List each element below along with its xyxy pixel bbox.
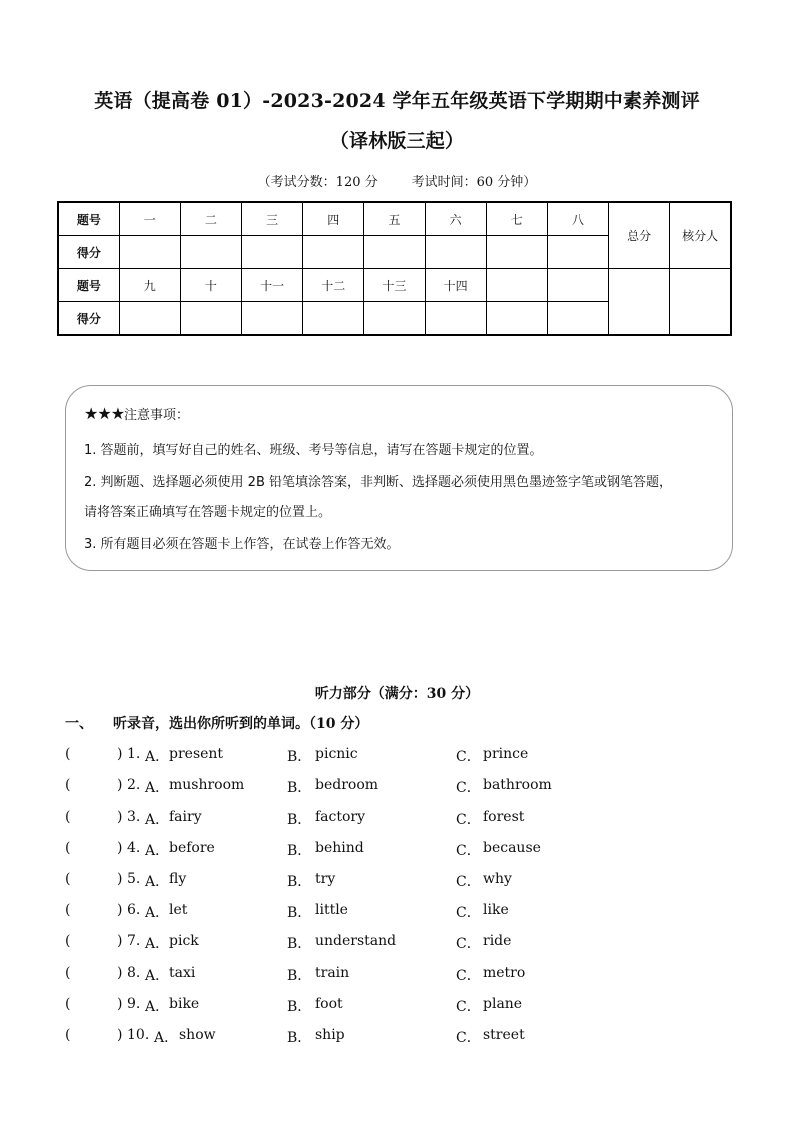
option-b: ship <box>315 1027 345 1043</box>
option-label-b: B． <box>287 905 312 921</box>
option-label-a: A． <box>145 905 170 921</box>
score-input-cell[interactable] <box>486 302 547 336</box>
answer-paren-left[interactable]: ( <box>65 996 71 1012</box>
option-b: picnic <box>315 746 358 762</box>
question-number: 1. <box>127 746 141 762</box>
score-input-cell[interactable] <box>242 302 303 336</box>
answer-paren-left[interactable]: ( <box>65 902 71 918</box>
option-c: metro <box>483 965 526 981</box>
option-label-a: A． <box>145 812 170 828</box>
option-c: forest <box>483 809 525 825</box>
option-a: fly <box>169 871 187 887</box>
question-heading: 一、 听录音，选出你所听到的单词。（10 分） <box>65 716 369 732</box>
option-b: understand <box>315 933 397 949</box>
option-c: street <box>483 1027 525 1043</box>
question-number: 3. <box>127 809 141 825</box>
table-checker-header: 核分人 <box>670 202 731 269</box>
table-cell: 六 <box>425 202 486 236</box>
table-cell <box>547 269 608 302</box>
table-cell <box>486 269 547 302</box>
answer-paren-right: ) <box>117 840 123 856</box>
table-label-score: 得分 <box>58 302 119 336</box>
question-number: 10. <box>127 1027 150 1043</box>
question-row <box>65 777 745 797</box>
question-row <box>65 965 745 985</box>
answer-paren-left[interactable]: ( <box>65 809 71 825</box>
table-total-header: 总分 <box>609 202 670 269</box>
exam-info <box>0 171 794 190</box>
question-number: 6. <box>127 902 141 918</box>
answer-paren-right: ) <box>117 996 123 1012</box>
notice-item-2: 2. 判断题、选择题必须使用 2B 铅笔填涂答案，非判断、选择题必须使用黑色墨迹签字笔或钢笔答题， <box>84 475 672 490</box>
option-b: foot <box>315 996 343 1012</box>
score-input-cell[interactable] <box>364 236 425 269</box>
option-c: like <box>483 902 509 918</box>
answer-paren-left[interactable]: ( <box>65 933 71 949</box>
notice-heading: ★★★注意事项： <box>84 404 190 423</box>
score-input-cell[interactable] <box>119 236 180 269</box>
option-label-b: B． <box>287 874 312 890</box>
question-number: 7. <box>127 933 141 949</box>
document-title: 英语（提高卷 01）-2023-2024 学年五年级英语下学期期中素养测评 <box>94 90 700 112</box>
option-b: factory <box>315 809 366 825</box>
option-b: little <box>315 902 348 918</box>
table-cell: 十一 <box>242 269 303 302</box>
answer-paren-left[interactable]: ( <box>65 965 71 981</box>
score-input-cell[interactable] <box>242 236 303 269</box>
question-row <box>65 1027 745 1047</box>
option-label-c: C． <box>456 843 481 859</box>
question-row <box>65 840 745 860</box>
option-b: behind <box>315 840 364 856</box>
option-label-b: B． <box>287 968 312 984</box>
question-number: 8. <box>127 965 141 981</box>
question-row <box>65 746 745 766</box>
table-cell: 四 <box>303 202 364 236</box>
answer-paren-right: ) <box>117 965 123 981</box>
checker-cell[interactable] <box>670 269 731 336</box>
option-label-a: A． <box>145 780 170 796</box>
option-c: why <box>483 871 512 887</box>
option-b: bedroom <box>315 777 379 793</box>
answer-paren-right: ) <box>117 933 123 949</box>
option-c: plane <box>483 996 523 1012</box>
table-cell: 七 <box>486 202 547 236</box>
option-label-c: C． <box>456 1030 481 1046</box>
option-label-b: B． <box>287 843 312 859</box>
table-cell: 三 <box>242 202 303 236</box>
document-subtitle: （译林版三起） <box>329 130 465 152</box>
score-table <box>57 201 732 336</box>
table-cell: 十四 <box>425 269 486 302</box>
option-label-c: C． <box>456 968 481 984</box>
question-row <box>65 871 745 891</box>
table-cell: 九 <box>119 269 180 302</box>
score-input-cell[interactable] <box>547 236 608 269</box>
option-label-b: B． <box>287 1030 312 1046</box>
table-cell: 二 <box>180 202 241 236</box>
option-label-a: A． <box>145 843 170 859</box>
option-b: try <box>315 871 336 887</box>
score-input-cell[interactable] <box>486 236 547 269</box>
score-input-cell[interactable] <box>180 236 241 269</box>
option-label-c: C． <box>456 999 481 1015</box>
option-b: train <box>315 965 350 981</box>
score-input-cell[interactable] <box>119 302 180 336</box>
option-label-b: B． <box>287 780 312 796</box>
table-label-question: 题号 <box>58 202 119 236</box>
table-cell: 十三 <box>364 269 425 302</box>
question-number: 9. <box>127 996 141 1012</box>
option-label-c: C． <box>456 812 481 828</box>
table-cell: 十二 <box>303 269 364 302</box>
option-a: taxi <box>169 965 196 981</box>
question-row <box>65 933 745 953</box>
table-cell: 八 <box>547 202 608 236</box>
answer-paren-right: ) <box>117 1027 123 1043</box>
answer-paren-right: ) <box>117 902 123 918</box>
score-input-cell[interactable] <box>364 302 425 336</box>
question-number: 5. <box>127 871 141 887</box>
question-row <box>65 996 745 1016</box>
option-label-c: C． <box>456 905 481 921</box>
score-input-cell[interactable] <box>180 302 241 336</box>
option-label-c: C． <box>456 780 481 796</box>
option-c: prince <box>483 746 529 762</box>
table-label-score: 得分 <box>58 236 119 269</box>
section-heading: 听力部分（满分：30 分） <box>314 686 480 702</box>
notice-item-3: 3. 所有题目必须在答题卡上作答，在试卷上作答无效。 <box>84 537 400 552</box>
answer-paren-left[interactable]: ( <box>65 840 71 856</box>
option-a: pick <box>169 933 199 949</box>
option-a: fairy <box>169 809 202 825</box>
question-row <box>65 902 745 922</box>
exam-time-info: 考试时间：60 分钟） <box>411 175 537 190</box>
option-a: bike <box>169 996 200 1012</box>
notice-item-1: 1. 答题前，填写好自己的姓名、班级、考号等信息，请写在答题卡规定的位置。 <box>84 443 543 458</box>
option-label-b: B． <box>287 999 312 1015</box>
option-a: present <box>169 746 224 762</box>
answer-paren-right: ) <box>117 871 123 887</box>
notice-box <box>65 385 733 571</box>
answer-paren-left[interactable]: ( <box>65 746 71 762</box>
score-input-cell[interactable] <box>547 302 608 336</box>
question-number: 2. <box>127 777 141 793</box>
answer-paren-left[interactable]: ( <box>65 777 71 793</box>
option-a: before <box>169 840 215 856</box>
answer-paren-left[interactable]: ( <box>65 871 71 887</box>
score-input-cell[interactable] <box>425 236 486 269</box>
answer-paren-right: ) <box>117 777 123 793</box>
option-label-c: C． <box>456 749 481 765</box>
question-row <box>65 809 745 829</box>
option-label-b: B． <box>287 936 312 952</box>
question-number: 4. <box>127 840 141 856</box>
option-label-b: B． <box>287 749 312 765</box>
notice-item-2-cont: 请将答案正确填写在答题卡规定的位置上。 <box>84 505 332 520</box>
option-label-a: A． <box>145 968 170 984</box>
option-label-a: A． <box>145 999 170 1015</box>
option-c: bathroom <box>483 777 552 793</box>
option-label-a: A． <box>145 936 170 952</box>
option-label-a: A． <box>145 874 170 890</box>
option-c: because <box>483 840 541 856</box>
option-label-c: C． <box>456 936 481 952</box>
table-cell: 十 <box>180 269 241 302</box>
score-input-cell[interactable] <box>303 236 364 269</box>
answer-paren-left[interactable]: ( <box>65 1027 71 1043</box>
option-a: show <box>179 1027 216 1043</box>
star-icon: ★★★ <box>84 404 125 423</box>
option-label-a: A． <box>154 1030 179 1046</box>
score-input-cell[interactable] <box>425 302 486 336</box>
score-input-cell[interactable] <box>303 302 364 336</box>
table-label-question: 题号 <box>58 269 119 302</box>
table-cell: 一 <box>119 202 180 236</box>
option-c: ride <box>483 933 512 949</box>
answer-paren-right: ) <box>117 809 123 825</box>
option-a: mushroom <box>169 777 245 793</box>
exam-score-info: （考试分数：120 分 <box>257 175 378 190</box>
option-label-b: B． <box>287 812 312 828</box>
table-cell: 五 <box>364 202 425 236</box>
option-label-a: A． <box>145 749 170 765</box>
option-label-c: C． <box>456 874 481 890</box>
option-a: let <box>169 902 188 918</box>
total-score-cell[interactable] <box>609 269 670 336</box>
answer-paren-right: ) <box>117 746 123 762</box>
